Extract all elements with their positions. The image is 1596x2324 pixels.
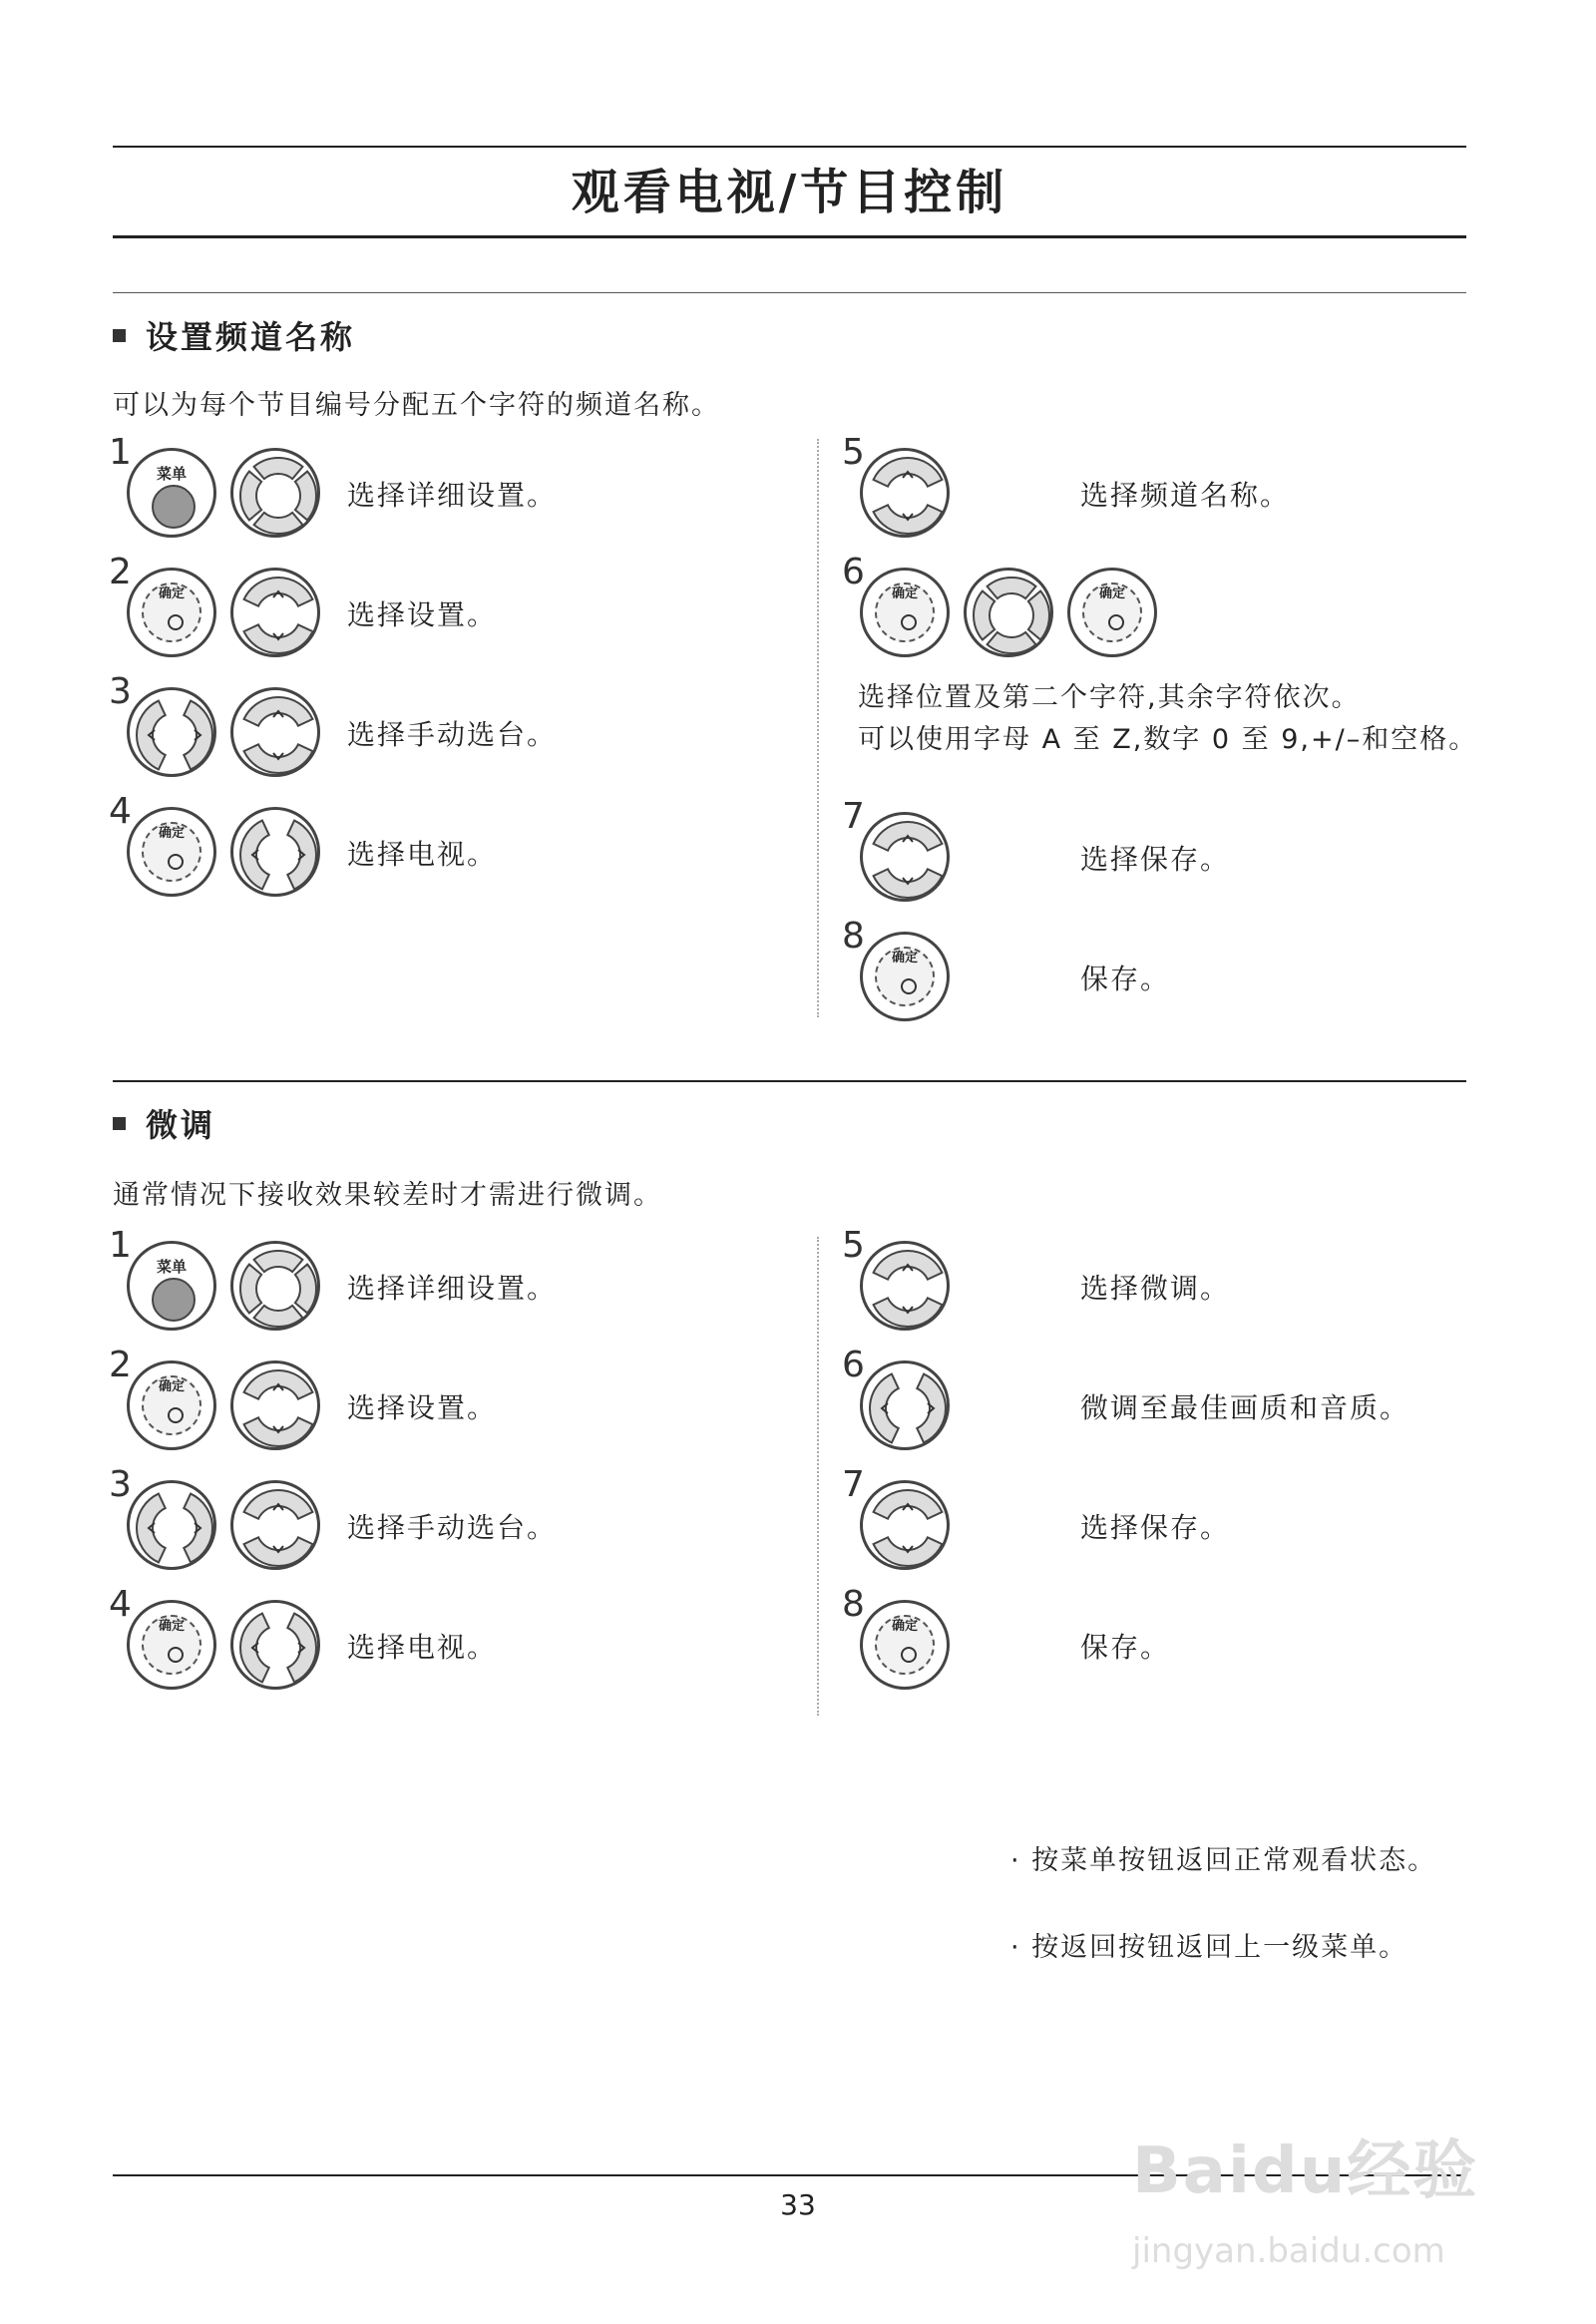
section1-left-step-2 bbox=[109, 552, 771, 663]
section1-right-step-7 bbox=[842, 796, 1504, 908]
section2-right-step-6 bbox=[842, 1345, 1504, 1456]
section2-heading-text: 微调 bbox=[146, 1106, 216, 1144]
step-text: 选择电视。 bbox=[347, 1631, 498, 1664]
step-number: 8 bbox=[842, 1584, 865, 1625]
menu-ball bbox=[152, 485, 196, 529]
section1-right-step-6 bbox=[842, 552, 1504, 663]
step-text: 选择设置。 bbox=[347, 1391, 498, 1424]
step-text: 选择详细设置。 bbox=[347, 1272, 558, 1305]
ok-label: 确定 bbox=[158, 1619, 185, 1634]
ok-dot bbox=[168, 614, 184, 630]
page-number: 33 bbox=[780, 2188, 816, 2221]
section1-heading-text: 设置频道名称 bbox=[146, 318, 356, 356]
section1-note-line2: 可以使用字母 A 至 Z,数字 0 至 9,+/–和空格。 bbox=[858, 724, 1478, 755]
ok-label: 确定 bbox=[158, 1379, 185, 1394]
section1-divider bbox=[817, 439, 819, 1017]
ok-label: 确定 bbox=[891, 586, 918, 601]
baidu-watermark bbox=[1132, 2120, 1511, 2319]
step-number: 2 bbox=[109, 1345, 132, 1385]
section1-left-step-3 bbox=[109, 671, 771, 783]
up-down-arrow-icon bbox=[230, 568, 320, 657]
step-number: 5 bbox=[842, 1225, 865, 1266]
section2-divider bbox=[817, 1237, 819, 1716]
step-number: 4 bbox=[109, 1584, 132, 1625]
up-down-arrow-icon bbox=[860, 1241, 950, 1331]
ok-label: 确定 bbox=[1098, 586, 1125, 601]
up-down-arrow-icon bbox=[230, 1480, 320, 1570]
step-text: 选择电视。 bbox=[347, 838, 498, 871]
section2-intro: 通常情况下接收效果较差时才需进行微调。 bbox=[113, 1180, 662, 1211]
step-text: 选择保存。 bbox=[1080, 1511, 1231, 1544]
menu-button-icon bbox=[127, 448, 216, 538]
page-title: 观看电视/节目控制 bbox=[571, 165, 1008, 220]
section2-right-step-8 bbox=[842, 1584, 1504, 1696]
bullet-square-icon bbox=[113, 1117, 126, 1130]
ok-label: 确定 bbox=[891, 1619, 918, 1634]
ok-dot bbox=[168, 1647, 184, 1663]
left-right-arrow-icon bbox=[230, 807, 320, 897]
left-right-arrow-icon bbox=[127, 1480, 216, 1570]
menu-ball bbox=[152, 1278, 196, 1322]
step-number: 7 bbox=[842, 1464, 865, 1505]
step-number: 1 bbox=[109, 1225, 132, 1266]
step-text: 选择设置。 bbox=[347, 598, 498, 631]
up-down-arrow-icon bbox=[860, 448, 950, 538]
ok-dot bbox=[901, 614, 917, 630]
four-way-arrow-icon bbox=[964, 568, 1053, 657]
section1-heading bbox=[113, 313, 355, 357]
section2-right-step-5 bbox=[842, 1225, 1504, 1337]
ok-label: 确定 bbox=[158, 826, 185, 841]
left-right-arrow-icon bbox=[860, 1360, 950, 1450]
title-bottom-rule bbox=[113, 235, 1466, 238]
ok-dot bbox=[168, 1407, 184, 1423]
ok-button-icon bbox=[127, 807, 216, 897]
section2-rule bbox=[113, 1080, 1466, 1082]
ok-button-icon bbox=[860, 1600, 950, 1690]
ok-button-icon bbox=[1067, 568, 1157, 657]
step-number: 4 bbox=[109, 791, 132, 832]
step-text: 选择手动选台。 bbox=[347, 1511, 558, 1544]
bullet-square-icon bbox=[113, 329, 126, 342]
step-number: 3 bbox=[109, 1464, 132, 1505]
section1-intro: 可以为每个节目编号分配五个字符的频道名称。 bbox=[113, 390, 720, 421]
section1-left-step-1 bbox=[109, 432, 771, 544]
left-right-arrow-icon bbox=[230, 1600, 320, 1690]
section2-left-step-4 bbox=[109, 1584, 771, 1696]
section2-left-step-2 bbox=[109, 1345, 771, 1456]
step-number: 7 bbox=[842, 796, 865, 837]
step-number: 1 bbox=[109, 432, 132, 473]
tip-menu: · 按菜单按钮返回正常观看状态。 bbox=[1010, 1845, 1437, 1876]
ok-dot bbox=[1108, 614, 1124, 630]
section2-left-step-1 bbox=[109, 1225, 771, 1337]
step-number: 2 bbox=[109, 552, 132, 592]
step-number: 3 bbox=[109, 671, 132, 712]
step-text: 选择详细设置。 bbox=[347, 479, 558, 512]
step-text: 保存。 bbox=[1080, 1631, 1171, 1664]
step-text: 选择微调。 bbox=[1080, 1272, 1231, 1305]
step-text: 选择保存。 bbox=[1080, 843, 1231, 876]
section1-right-step-5 bbox=[842, 432, 1504, 544]
tip-back: · 按返回按钮返回上一级菜单。 bbox=[1010, 1932, 1408, 1963]
up-down-arrow-icon bbox=[860, 1480, 950, 1570]
ok-dot bbox=[901, 978, 917, 994]
four-way-arrow-icon bbox=[230, 448, 320, 538]
ok-button-icon bbox=[127, 1600, 216, 1690]
left-right-arrow-icon bbox=[127, 687, 216, 777]
menu-label: 菜单 bbox=[156, 1258, 187, 1276]
watermark-url: jingyan.baidu.com bbox=[1132, 2231, 1445, 2271]
step-number: 5 bbox=[842, 432, 865, 473]
ok-label: 确定 bbox=[891, 951, 918, 966]
section2-right-step-7 bbox=[842, 1464, 1504, 1576]
menu-button-icon bbox=[127, 1241, 216, 1331]
watermark-brand: Baidu经验 bbox=[1132, 2134, 1479, 2208]
step-text: 保存。 bbox=[1080, 963, 1171, 995]
up-down-arrow-icon bbox=[860, 812, 950, 902]
section2-left-step-3 bbox=[109, 1464, 771, 1576]
section1-note-line1: 选择位置及第二个字符,其余字符依次。 bbox=[858, 682, 1361, 713]
up-down-arrow-icon bbox=[230, 687, 320, 777]
ok-button-icon bbox=[860, 568, 950, 657]
ok-button-icon bbox=[127, 568, 216, 657]
ok-dot bbox=[168, 854, 184, 870]
step-number: 6 bbox=[842, 552, 865, 592]
section2-heading bbox=[113, 1101, 215, 1145]
four-way-arrow-icon bbox=[230, 1241, 320, 1331]
top-rule bbox=[113, 146, 1466, 148]
step-text: 选择频道名称。 bbox=[1080, 479, 1291, 512]
step-text: 选择手动选台。 bbox=[347, 718, 558, 751]
ok-label: 确定 bbox=[158, 586, 185, 601]
ok-dot bbox=[901, 1647, 917, 1663]
ok-button-icon bbox=[127, 1360, 216, 1450]
section1-rule bbox=[113, 292, 1466, 293]
menu-label: 菜单 bbox=[156, 465, 187, 483]
up-down-arrow-icon bbox=[230, 1360, 320, 1450]
section1-right-step-8 bbox=[842, 916, 1504, 1027]
step-text: 微调至最佳画质和音质。 bbox=[1080, 1391, 1410, 1424]
step-number: 6 bbox=[842, 1345, 865, 1385]
ok-button-icon bbox=[860, 932, 950, 1021]
section1-left-step-4 bbox=[109, 791, 771, 903]
step-number: 8 bbox=[842, 916, 865, 957]
